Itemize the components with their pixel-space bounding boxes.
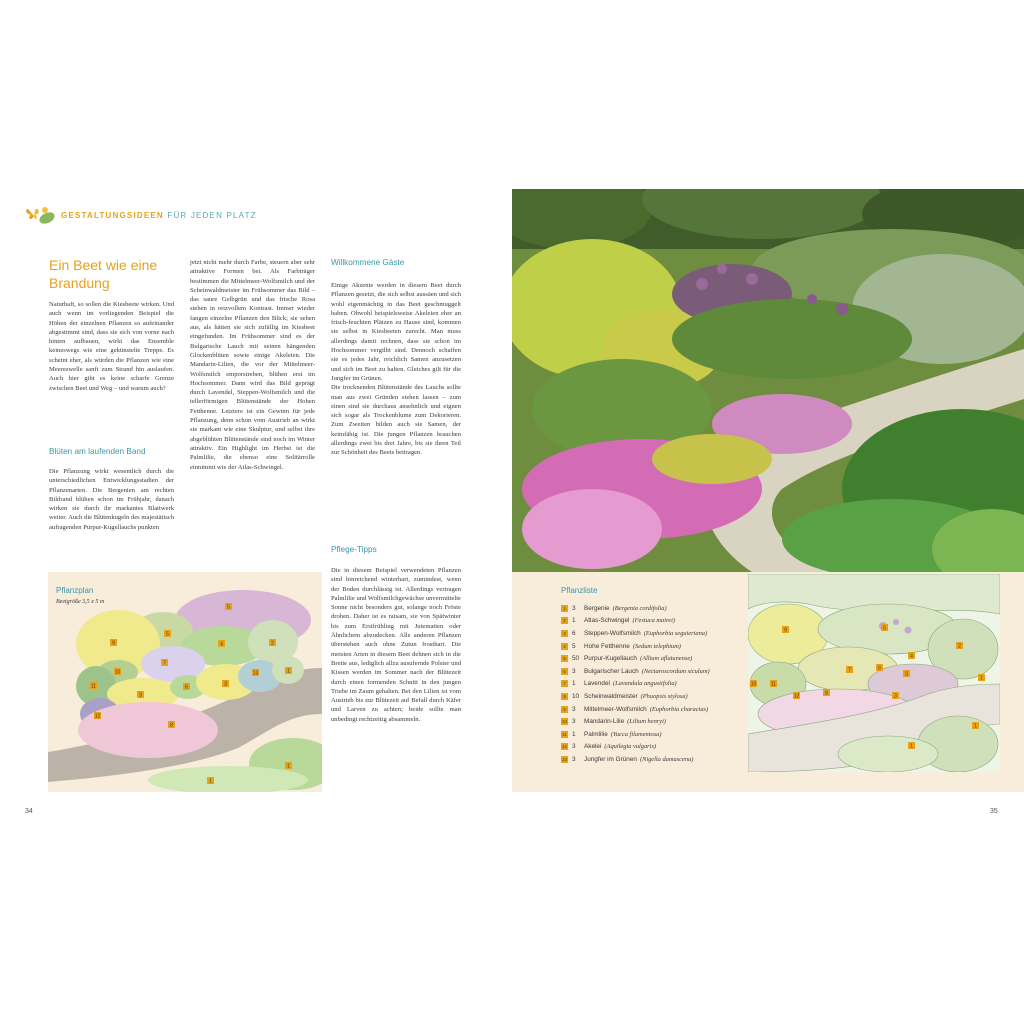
svg-text:3: 3 <box>905 671 908 678</box>
header-label: GESTALTUNGSIDEEN FÜR JEDEN PLATZ <box>61 210 257 220</box>
list-item: 6 3 Bulgarischer Lauch (Nectaroscordum siculum) <box>561 665 710 678</box>
body-paragraph: Die Pflanzung wirkt wesentlich durch die unterschiedlichen Entwicklungsstadien der Pflanzenarten. Die Bergenien am rechten Bildrand blühen schon im Frühjahr, danach wirken sie durch ihr markantes Blattwerk weiter. Auch die Blütenkugeln des majestätisch aufragenden Purpur-Kugellauchs punkten <box>49 468 174 531</box>
svg-text:1: 1 <box>974 723 977 730</box>
plant-list-title: Pflanzliste <box>561 586 598 595</box>
svg-text:11: 11 <box>770 681 777 688</box>
plant-sketch-illustration <box>748 574 1000 772</box>
svg-text:9: 9 <box>784 627 787 634</box>
svg-text:4: 4 <box>220 641 223 648</box>
svg-text:3: 3 <box>224 681 227 688</box>
list-item: 9 3 Mittelmeer-Wolfsmilch (Euphorbia characias) <box>561 703 710 716</box>
svg-text:2: 2 <box>958 643 961 650</box>
subheading-pflege: Pflege-Tipps <box>331 545 377 554</box>
page-number-left: 34 <box>25 808 33 815</box>
svg-text:1: 1 <box>980 675 983 682</box>
planting-plan <box>48 572 322 792</box>
svg-text:10: 10 <box>750 681 757 688</box>
svg-text:12: 12 <box>793 693 800 700</box>
column-1-body <box>49 467 174 532</box>
planting-plan-diagram <box>48 572 322 792</box>
body-paragraph: Einige Akzente werden in diesem Beet durch Pflanzen gesetzt, die sich selbst aussäen und sich wohl eigenmächtig in das Beet geschmuggelt haben. Obwohl beispielsweise Akeleien eher an frisch-feuchten Plätzen zu Hause sind, kommen sie selbst in Kiesbeeten zurecht. Man muss allerdings damit rechnen, dass sie schon im Hochsommer vergilbt sind. Dennoch schaffen sie es jedes Jahr, reichlich Samen anzusetzen und sich im Beet zu halten. Gleiches gilt für die Jungfer im Grünen. <box>331 282 461 382</box>
butterfly-leaf-icon <box>25 204 57 226</box>
column-2 <box>190 258 315 472</box>
svg-text:1: 1 <box>287 763 290 770</box>
plan-title: Pflanzplan <box>56 586 94 595</box>
list-item: 7 1 Lavendel (Lavandula angustifolia) <box>561 678 710 691</box>
list-item: 1 3 Bergenie (Bergenia cordifolia) <box>561 602 710 615</box>
list-item: 10 3 Mandarin-Lilie (Lilium henryi) <box>561 718 667 726</box>
svg-text:12: 12 <box>94 713 101 720</box>
subheading-gaeste: Willkommene Gäste <box>331 258 405 267</box>
svg-text:5: 5 <box>166 631 169 638</box>
svg-text:4: 4 <box>910 653 913 660</box>
plant-list <box>561 602 710 766</box>
body-paragraph: Die trocknenden Blütenstände des Lauchs sollte man aus zwei Gründen stehen lassen – zum einen sind sie durchaus ansehnlich und eignen sich sogar als Trockenblume zum Dekorieren. Zum Zweiten bilden auch sie Samen, der keimfähig ist. Die jungen Pflanzen brauchen allerdings zwei bis drei Jahre, bis sie ihren Teil zur Schönheit des Beets beitragen. <box>331 384 461 457</box>
svg-text:1: 1 <box>910 743 913 750</box>
svg-text:3: 3 <box>139 692 142 699</box>
svg-text:9: 9 <box>112 640 115 647</box>
column-3-pflege <box>331 566 461 724</box>
body-paragraph: Die in diesem Beispiel verwendeten Pflanzen sind hinreichend winterhart, zumindest, wenn der Boden durchlässig ist. Allerdings vertragen Palmlilie und Wolfsmilchgewächse unvermittelte Sonne nicht besonders gut, solange noch Fröste drohen. Daher ist es ratsam, sie von Spätwinter bis zum Erstfrühling mit Jutematten oder Ähnlichem abzudecken. Alle anderen Pflanzen überstehen auch ohne Zutun frosthart. Die meisten Arten in diesem Beet dehnen sich in die Breite aus, lediglich allzu ausufernde Polster und Kissen werden im Sommer nach der Blütezeit durch einen formenden Schnitt in den jungen Triebe im Zaum gehalten. Bei den Lilien ist vom Austrieb bis zur Blütezeit auf Befall durch Käfer und Larven zu achten; beide sollte man unbedingt rechtzeitig absammeln. <box>331 567 461 723</box>
plan-subtitle: Beetgröße 3,5 x 5 m <box>56 599 105 605</box>
plant-list-panel <box>512 572 1024 792</box>
list-item: 12 3 Akelei (Aquilegia vulgaris) <box>561 743 657 751</box>
list-item: 13 3 Jungfer im Grünen (Nigella damascena) <box>561 755 694 763</box>
svg-text:6: 6 <box>185 684 188 691</box>
svg-text:6: 6 <box>878 665 881 672</box>
list-item: 11 1 Palmlilie (Yucca filamentosa) <box>562 730 662 738</box>
article-title: Ein Beet wie eine Brandung <box>49 257 158 291</box>
svg-text:1: 1 <box>209 778 212 785</box>
section-header <box>25 204 257 226</box>
list-item: 2 1 Atlas-Schwingel (Festuca mairei) <box>561 615 710 628</box>
svg-text:13: 13 <box>252 670 259 677</box>
svg-text:11: 11 <box>90 683 97 690</box>
column-3-gaeste <box>331 281 461 458</box>
list-item: 5 50 Purpur-Kugellauch (Allium aflatunense) <box>561 652 710 665</box>
page-number-right: 35 <box>990 808 998 815</box>
list-item: 3 6 Steppen-Wolfsmilch (Euphorbia seguieriana) <box>561 627 710 640</box>
svg-text:2: 2 <box>271 640 274 647</box>
list-item: 4 5 Hohe Fetthenne (Sedum telephium) <box>561 640 710 653</box>
body-paragraph: jetzt nicht mehr durch Farbe, steuern aber sehr attraktive Formen bei. Als Farbträger bestimmen die Mittelmeer-Wolfsmilch und der Scheinwaldmeister im Frühsommer das Bild – das saure Gelbgrün und das frische Rosa stehen in reizvollem Kontrast. Immer wieder fangen einzelne Pflanzen den Blick; sie sehen aus, als hätten sie sich zufällig im Kiesbeet eingefunden. Im Frühsommer sind es der Bulgarische Lauch mit seinen hängenden Glockenblüten sowie einige Akeleien. Die Mandarin-Lilien, die vor der Mittelmeer-Wolfsmilch emporstreben, blühen erst im Hochsommer. Dann wird das Bild geprägt durch Lavendel, Steppen-Wolfsmilch und die tellerförmigen Blütenstände der Hohen Fetthenne. Letztere ist ein Gewinn für jede Pflanzung, denn schon vom Austrieb an wirkt sie markant wie eine Skulptur, und selbst ihre abgeblühten Blütenstände sind noch im Winter attraktiv. Ein Highlight im Herbst ist die Palmlilie, die ebenso eine Solitärrolle einnimmt wie der Atlas-Schwingel. <box>190 259 315 471</box>
list-item: 8 10 Scheinwaldmeister (Phuopsis stylosa) <box>561 690 710 703</box>
svg-text:7: 7 <box>163 660 166 667</box>
svg-text:7: 7 <box>848 667 851 674</box>
svg-text:8: 8 <box>825 690 828 697</box>
svg-text:10: 10 <box>114 669 121 676</box>
intro-paragraph: Naturhaft, so sollen die Kiesbeete wirken. Und auch wenn im vorliegenden Beispiel die Höhen der einzelnen Pflanzen so aufeinander abgestimmt sind, dass sie sich von vorne nach hinten aufbauen, wirkt das Ensemble keineswegs wie eine gekünstelte Treppe. Es scheint eher, als würden die Pflanzen wie eine Meereswelle sanft zum Strand hin auslaufen. Auch hier gibt es keine scharfe Grenze zwischen Beet und Weg – und warum auch? <box>49 301 174 392</box>
column-1-intro <box>49 300 174 393</box>
garden-photo <box>512 189 1024 572</box>
subheading-blueten: Blüten am laufenden Band <box>49 447 146 456</box>
svg-text:3: 3 <box>894 693 897 700</box>
svg-text:5: 5 <box>227 604 230 611</box>
svg-text:5: 5 <box>883 625 886 632</box>
svg-text:8: 8 <box>170 722 173 729</box>
svg-text:1: 1 <box>287 668 290 675</box>
